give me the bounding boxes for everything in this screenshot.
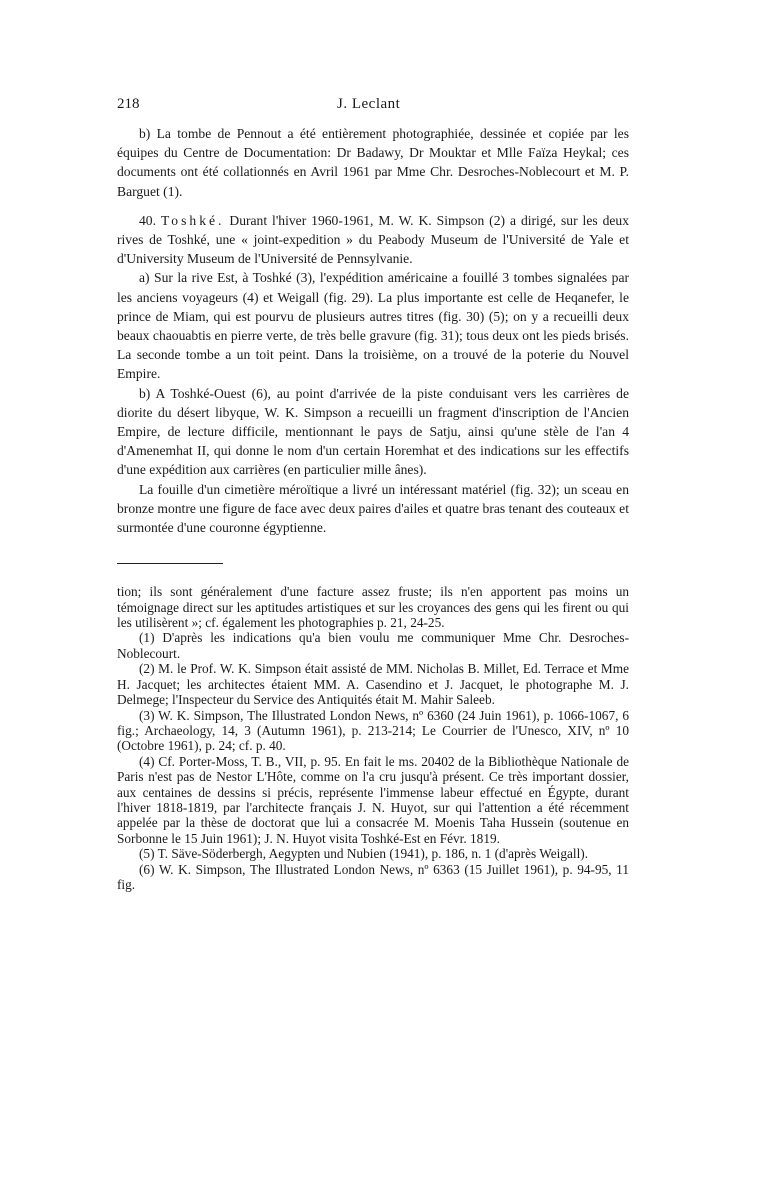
footnote-5: (5) T. Säve-Söderbergh, Aegypten und Nubien (1941), p. 186, n. 1 (d'après Weigall). xyxy=(139,846,589,862)
section-number: 40. xyxy=(139,212,156,228)
paragraph-toshke-intro xyxy=(117,211,629,269)
footnote-2: (2) M. le Prof. W. K. Simpson était assisté de MM. Nicholas B. Millet, Ed. Terrace et Mme H. Jacquet; les architectes étaient MM. A. Casendino et J. Jacquet, le photographe M. J. Delmege; l'Inspecteur du Service des Antiquités était M. Mahir Saleeb. xyxy=(117,661,629,708)
main-text xyxy=(117,124,629,537)
section-place: Toshké. xyxy=(160,212,225,228)
section-intro-text: Durant l'hiver 1960-1961, M. W. K. Simpson (2) a dirigé, sur les deux rives de Toshké, une « joint-expedition » du Peabody Museum de l'Université de Yale et d'University Museum de l'Université de Pennsylvanie. xyxy=(117,212,629,267)
running-head: J. Leclant xyxy=(337,96,401,112)
footnote-6: (6) W. K. Simpson, The Illustrated London News, nº 6363 (15 Juillet 1961), p. 94-95, 11 fig. xyxy=(117,861,629,892)
page-number: 218 xyxy=(117,96,140,112)
paragraph-toshke-ouest: b) A Toshké-Ouest (6), au point d'arrivée de la piste conduisant vers les carrières de diorite du désert libyque, W. K. Simpson a recueilli un fragment d'inscription de l'Ancien Empire, de lecture difficile, mentionnant le pays de Satju, ainsi qu'une stèle de l'an 4 d'Amenemhat II, qui donne le nom d'un certain Horemhat et des indications sur les effectifs d'une expédition aux carrières (en particulier mille ânes). xyxy=(117,385,629,478)
footnote-4: (4) Cf. Porter-Moss, T. B., VII, p. 95. En fait le ms. 20402 de la Bibliothèque Nationale de Paris n'est pas de Nestor L'Hôte, comme on l'a cru jusqu'à présent. Ce très important dossier, aux centaines de dessins si précis, représente l'immense labeur effectué en Égypte, durant l'hiver 1818-1819, par l'architecte français J. N. Huyot, sur qui l'attention a été récemment appelée par la thèse de doctorat que lui a consacrée M. Moenis Taha Hussein (soutenue en Sorbonne le 15 Juin 1961); J. N. Huyot visita Toshké-Est en Févr. 1819. xyxy=(117,753,629,846)
page-header xyxy=(117,96,629,120)
paragraph-rive-est: a) Sur la rive Est, à Toshké (3), l'expédition américaine a fouillé 3 tombes signalées par les anciens voyageurs (4) et Weigall (fig. 29). La plus importante est celle de Heqanefer, le prince de Miam, qui est pourvu de plusieurs autres titres (fig. 30) (5); on y a recueilli deux beaux chaouabtis en pierre verte, de très belle gravure (fig. 31); tous deux ont les pieds brisés. La seconde tombe a un toit peint. Dans la troisième, on a trouvé de la poterie du Nouvel Empire. xyxy=(117,270,629,382)
paragraph-cimetiere: La fouille d'un cimetière méroïtique a livré un intéressant matériel (fig. 32); un sceau en bronze montre une figure de face avec deux paires d'ailes et quatre bras tenant des couteaux et surmontée d'une couronne égyptienne. xyxy=(117,481,629,536)
footnote-3: (3) W. K. Simpson, The Illustrated London News, nº 6360 (24 Juin 1961), p. 1066-1067, 6 fig.; Archaeology, 14, 3 (Autumn 1961), p. 213-214; Le Courrier de l'Unesco, XIV, nº 10 (Octobre 1961), p. 24; cf. p. 40. xyxy=(117,707,629,754)
paragraph-tomb-pennout: b) La tombe de Pennout a été entièrement photographiée, dessinée et copiée par les équipes du Centre de Documentation: Dr Badawy, Dr Mouktar et Mlle Faïza Heykal; ces documents ont été collationnés en Avril 1961 par Mme Chr. Desroches-Noblecourt et M. P. Barguet (1). xyxy=(117,126,629,199)
page xyxy=(117,96,629,892)
footnotes xyxy=(117,584,629,892)
footnote-1: (1) D'après les indications qu'a bien voulu me communiquer Mme Chr. Desroches-Noblecourt. xyxy=(117,630,629,661)
footnote-divider xyxy=(117,563,223,564)
footnote-continuation: tion; ils sont généralement d'une facture assez fruste; ils n'en apportent pas moins un témoignage direct sur les aptitudes artistiques et sur les croyances des gens qui les firent ou qui les utilisèrent »; cf. également les photographies p. 21, 24-25. xyxy=(117,584,629,631)
